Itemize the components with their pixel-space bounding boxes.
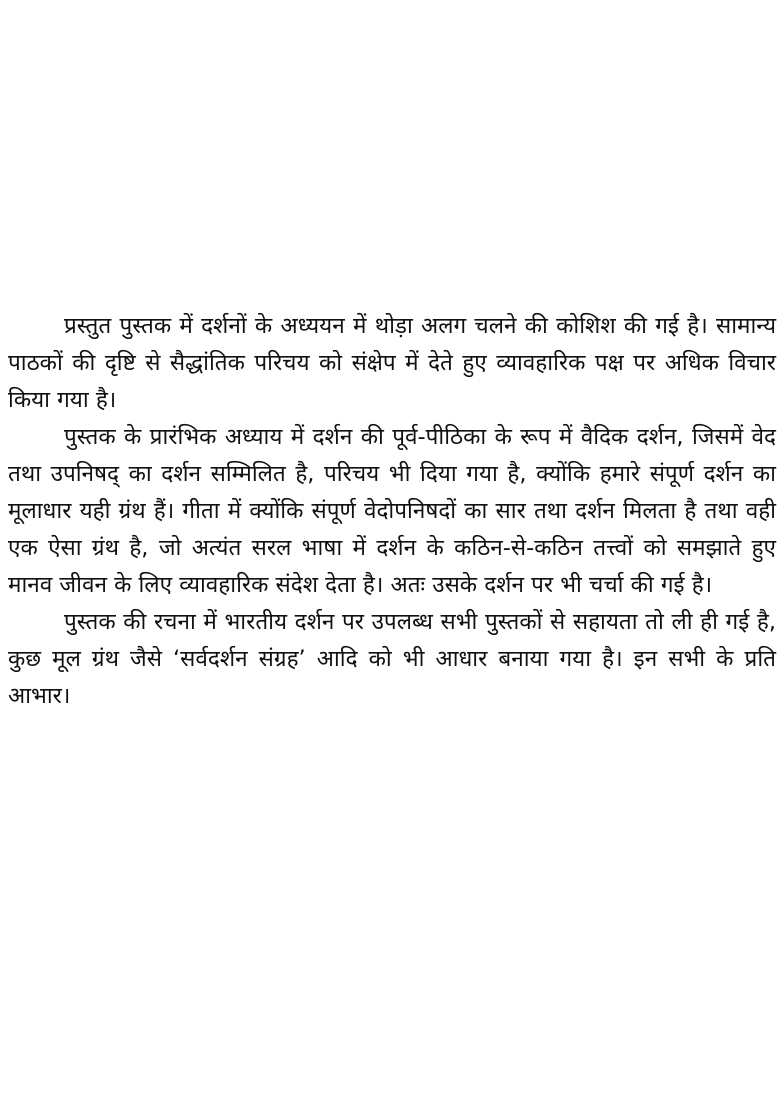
paragraph-acknowledgement: पुस्तक की रचना में भारतीय दर्शन पर उपलब्ध सभी पुस्तकों से सहायता तो ली ही गई है, कुछ मूल ग्रंथ जैसे ‘सर्वदर्शन संग्रह’ आदि को भी आधार बनाया गया है। इन सभी के प्रति आभार। <box>8 609 776 709</box>
paragraph-vedic-darshan: पुस्तक के प्रारंभिक अध्याय में दर्शन की पूर्व-पीठिका के रूप में वैदिक दर्शन, जिसमें वेद तथा उपनिषद् का दर्शन सम्मिलित है, परिचय भी दिया गया है, क्योंकि हमारे संपूर्ण दर्शन का मूलाधार यही ग्रंथ हैं। गीता में क्योंकि संपूर्ण वेदोपनिषदों का सार तथा दर्शन मिलता है तथा वही एक ऐसा ग्रंथ है, जो अत्यंत सरल भाषा में दर्शन के कठिन-से-कठिन तत्त्वों को समझाते हुए मानव जीवन के लिए व्यावहारिक संदेश देता है। अतः उसके दर्शन पर भी चर्चा की गई है। <box>8 424 776 598</box>
paragraph-intro: प्रस्तुत पुस्तक में दर्शनों के अध्ययन में थोड़ा अलग चलने की कोशिश की गई है। सामान्य पाठकों की दृष्टि से सैद्धांतिक परिचय को संक्षेप में देते हुए व्यावहारिक पक्ष पर अधिक विचार किया गया है। <box>8 313 776 413</box>
document-body <box>8 308 776 715</box>
